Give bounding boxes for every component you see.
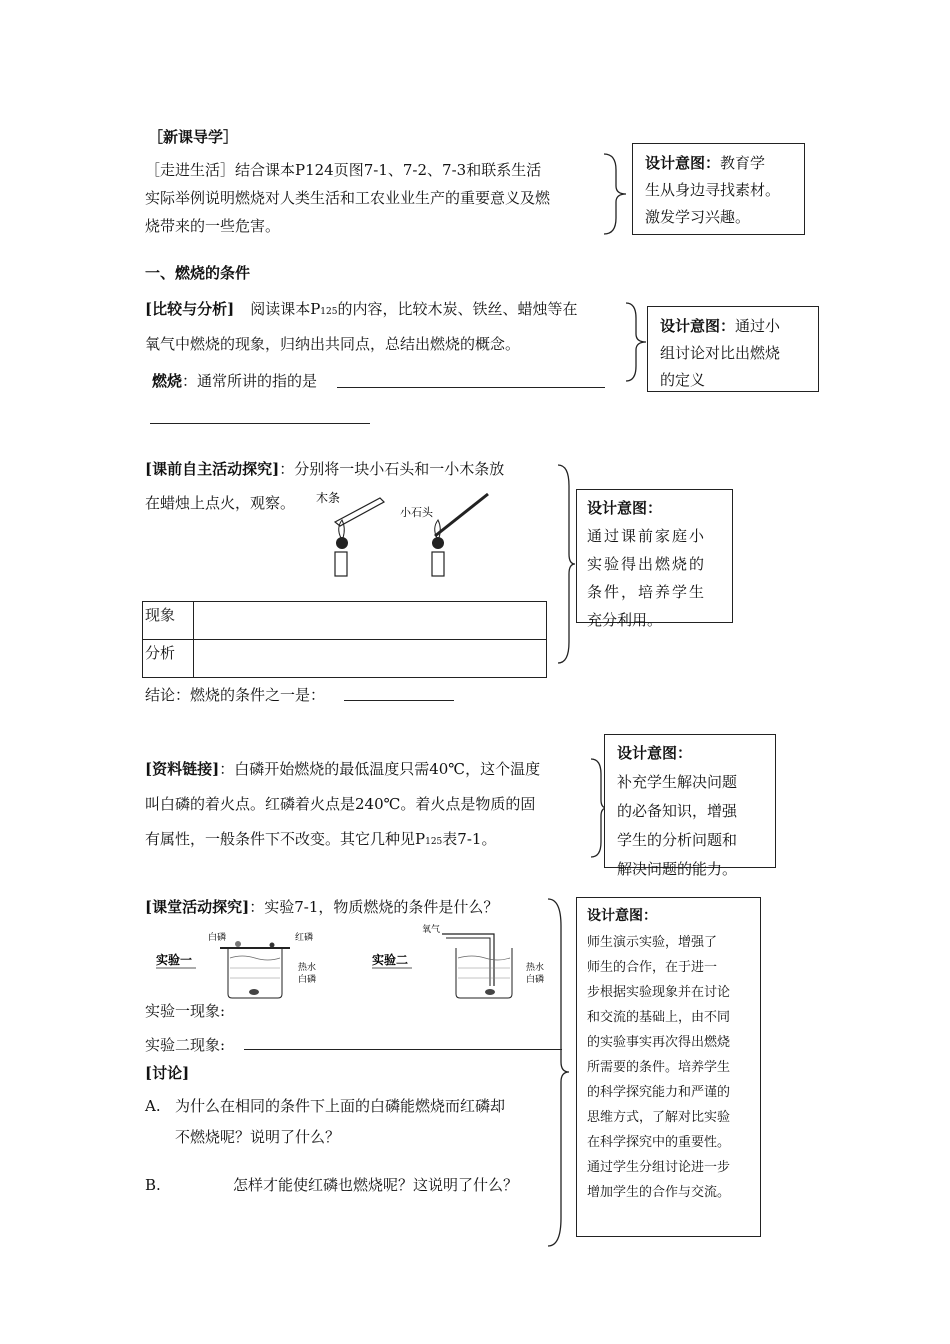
exp1-label-red-p: 红磷 xyxy=(295,933,314,943)
life-line-2: 实际举例说明燃烧对人类生活和工农业业生产的重要意义及燃 xyxy=(145,189,551,207)
resource-text: ：白磷开始燃烧的最低温度只需40℃，这个温度 xyxy=(219,760,541,778)
note-text: 通过课前家庭小 xyxy=(587,527,707,545)
note-text: 组讨论对比出燃烧 xyxy=(660,344,781,362)
compare-line-2: 氧气中燃烧的现象，归纳出共同点，总结出燃烧的概念。 xyxy=(145,335,521,353)
table-row-label: 现象 xyxy=(143,602,194,640)
exp1-observation-label: 实验一现象: xyxy=(145,1002,226,1020)
note-text: 和交流的基础上，由不同 xyxy=(587,1010,731,1025)
compare-label: [比较与分析] xyxy=(145,300,235,318)
conclusion-text: 结论：燃烧的条件之一是： xyxy=(145,686,326,704)
exp1-label-white-p-bottom: 白磷 xyxy=(298,975,317,985)
definition-text: ：通常所讲的指的是 xyxy=(182,372,318,390)
discussion-label: [讨论] xyxy=(145,1064,190,1082)
candle-figure xyxy=(310,480,510,580)
note-text: 通过学生分组讨论进一步 xyxy=(587,1160,731,1175)
note-text: 的定义 xyxy=(660,371,706,389)
note-text: 的实验事实再次得出燃烧 xyxy=(587,1035,731,1050)
note-heading: 设计意图： xyxy=(587,908,657,924)
note-text: 的必备知识，增强 xyxy=(617,802,738,820)
note-text: 所需要的条件。培养学生 xyxy=(587,1060,731,1075)
conclusion-blank[interactable] xyxy=(344,700,454,701)
design-note-pre-activity xyxy=(576,489,733,629)
note-text: 实验得出燃烧的 xyxy=(587,555,707,573)
right-brace-3 xyxy=(555,462,577,666)
definition-label: 燃烧 xyxy=(152,372,183,390)
wood-label: 木条 xyxy=(316,491,341,505)
resource-text: 表7-1。 xyxy=(442,830,497,848)
compare-text: 的内容，比较木炭、铁丝、蜡烛等在 xyxy=(337,300,578,318)
pre-activity-text: ：分别将一块小石头和一小木条放 xyxy=(279,460,505,478)
note-text: 增加学生的合作与交流。 xyxy=(587,1185,731,1200)
note-heading: 设计意图： xyxy=(617,744,693,762)
question-b-text: 怎样才能使红磷也燃烧呢？这说明了什么？ xyxy=(233,1176,519,1194)
compare-line-1 xyxy=(145,296,578,325)
note-heading: 设计意图： xyxy=(660,317,736,335)
right-brace-1 xyxy=(600,150,630,238)
note-text: 学生的分析问题和 xyxy=(617,831,738,849)
question-b-letter: B. xyxy=(145,1176,161,1194)
resource-line-2: 叫白磷的着火点。红磷着火点是240℃。着火点是物质的固 xyxy=(145,795,536,813)
note-text: 师生的合作，在于进一 xyxy=(587,960,718,975)
compare-text: 阅读课本P xyxy=(250,300,321,318)
note-text: 激发学习兴趣。 xyxy=(645,208,751,226)
note-heading: 设计意图： xyxy=(587,499,663,517)
exp2-label-hot-water: 热水 xyxy=(526,963,545,973)
design-note-class-activity xyxy=(576,897,761,1237)
exp2-observation-blank[interactable] xyxy=(244,1049,562,1050)
exp1-title: 实验一 xyxy=(156,953,193,967)
resource-line-1 xyxy=(145,756,540,782)
note-text: 生从身边寻找素材。 xyxy=(645,181,781,199)
life-line-1: ［走进生活］结合课本P124页图7-1、7-2、7-3和联系生活 xyxy=(145,161,542,179)
exp2-label-white-p: 白磷 xyxy=(526,975,545,985)
life-line-3: 烧带来的一些危害。 xyxy=(145,217,281,235)
design-note-life xyxy=(632,143,805,235)
note-text: 通过小 xyxy=(735,317,781,335)
table-cell-phenomenon[interactable] xyxy=(194,602,547,640)
class-activity-label: [课堂活动探究] xyxy=(145,898,250,916)
observation-table xyxy=(142,601,547,678)
exp1-label-hot-water: 热水 xyxy=(298,963,317,973)
pre-activity-line-1 xyxy=(145,456,504,482)
design-note-resource xyxy=(604,734,776,878)
note-text: 教育学 xyxy=(720,154,766,172)
note-text: 补充学生解决问题 xyxy=(617,773,738,791)
resource-text: 有属性，一般条件下不改变。其它几种见P xyxy=(145,830,426,848)
note-text: 充分利用。 xyxy=(587,611,663,629)
class-activity-line-1 xyxy=(145,894,498,920)
note-text: 步根据实验现象并在讨论 xyxy=(587,985,731,1000)
note-heading: 设计意图： xyxy=(645,154,721,172)
table-cell-analysis[interactable] xyxy=(194,640,547,678)
class-activity-text: ：实验7-1，物质燃烧的条件是什么？ xyxy=(249,898,499,916)
note-text: 解决问题的能力。 xyxy=(617,860,738,878)
page-subscript: 125 xyxy=(320,307,338,317)
definition-blank-2[interactable] xyxy=(150,423,370,424)
note-text: 在科学探究中的重要性。 xyxy=(587,1135,731,1150)
experiment-figure xyxy=(150,924,550,1000)
stone-label: 小石头 xyxy=(400,506,433,519)
question-a-line-2: 不燃烧呢？说明了什么？ xyxy=(175,1128,341,1146)
resource-label: [资料链接] xyxy=(145,760,220,778)
pre-activity-line-2: 在蜡烛上点火，观察。 xyxy=(145,494,296,512)
definition-blank-1[interactable] xyxy=(337,387,605,388)
section-header: ［新课导学］ xyxy=(148,128,239,146)
page-subscript: 125 xyxy=(425,837,443,847)
exp1-label-white-p-top: 白磷 xyxy=(208,933,227,943)
question-a-line-1: 为什么在相同的条件下上面的白磷能燃烧而红磷却 xyxy=(175,1097,506,1115)
note-text: 思维方式，了解对比实验 xyxy=(587,1110,731,1125)
heading-combustion-conditions: 一、燃烧的条件 xyxy=(145,264,251,282)
note-text: 条件，培养学生 xyxy=(587,583,707,601)
design-note-compare xyxy=(647,306,819,392)
table-row-label: 分析 xyxy=(143,640,194,678)
pre-activity-label: [课前自主活动探究] xyxy=(145,460,280,478)
exp2-title: 实验二 xyxy=(372,953,409,967)
exp2-label-oxygen: 氧气 xyxy=(422,925,441,935)
exp2-observation-label: 实验二现象: xyxy=(145,1036,226,1054)
resource-line-3 xyxy=(145,826,496,855)
note-text: 师生演示实验，增强了 xyxy=(587,935,718,950)
combustion-definition xyxy=(152,368,317,394)
note-text: 的科学探究能力和严谨的 xyxy=(587,1085,731,1100)
right-brace-5 xyxy=(545,896,573,1250)
question-a-letter: A. xyxy=(145,1097,161,1115)
